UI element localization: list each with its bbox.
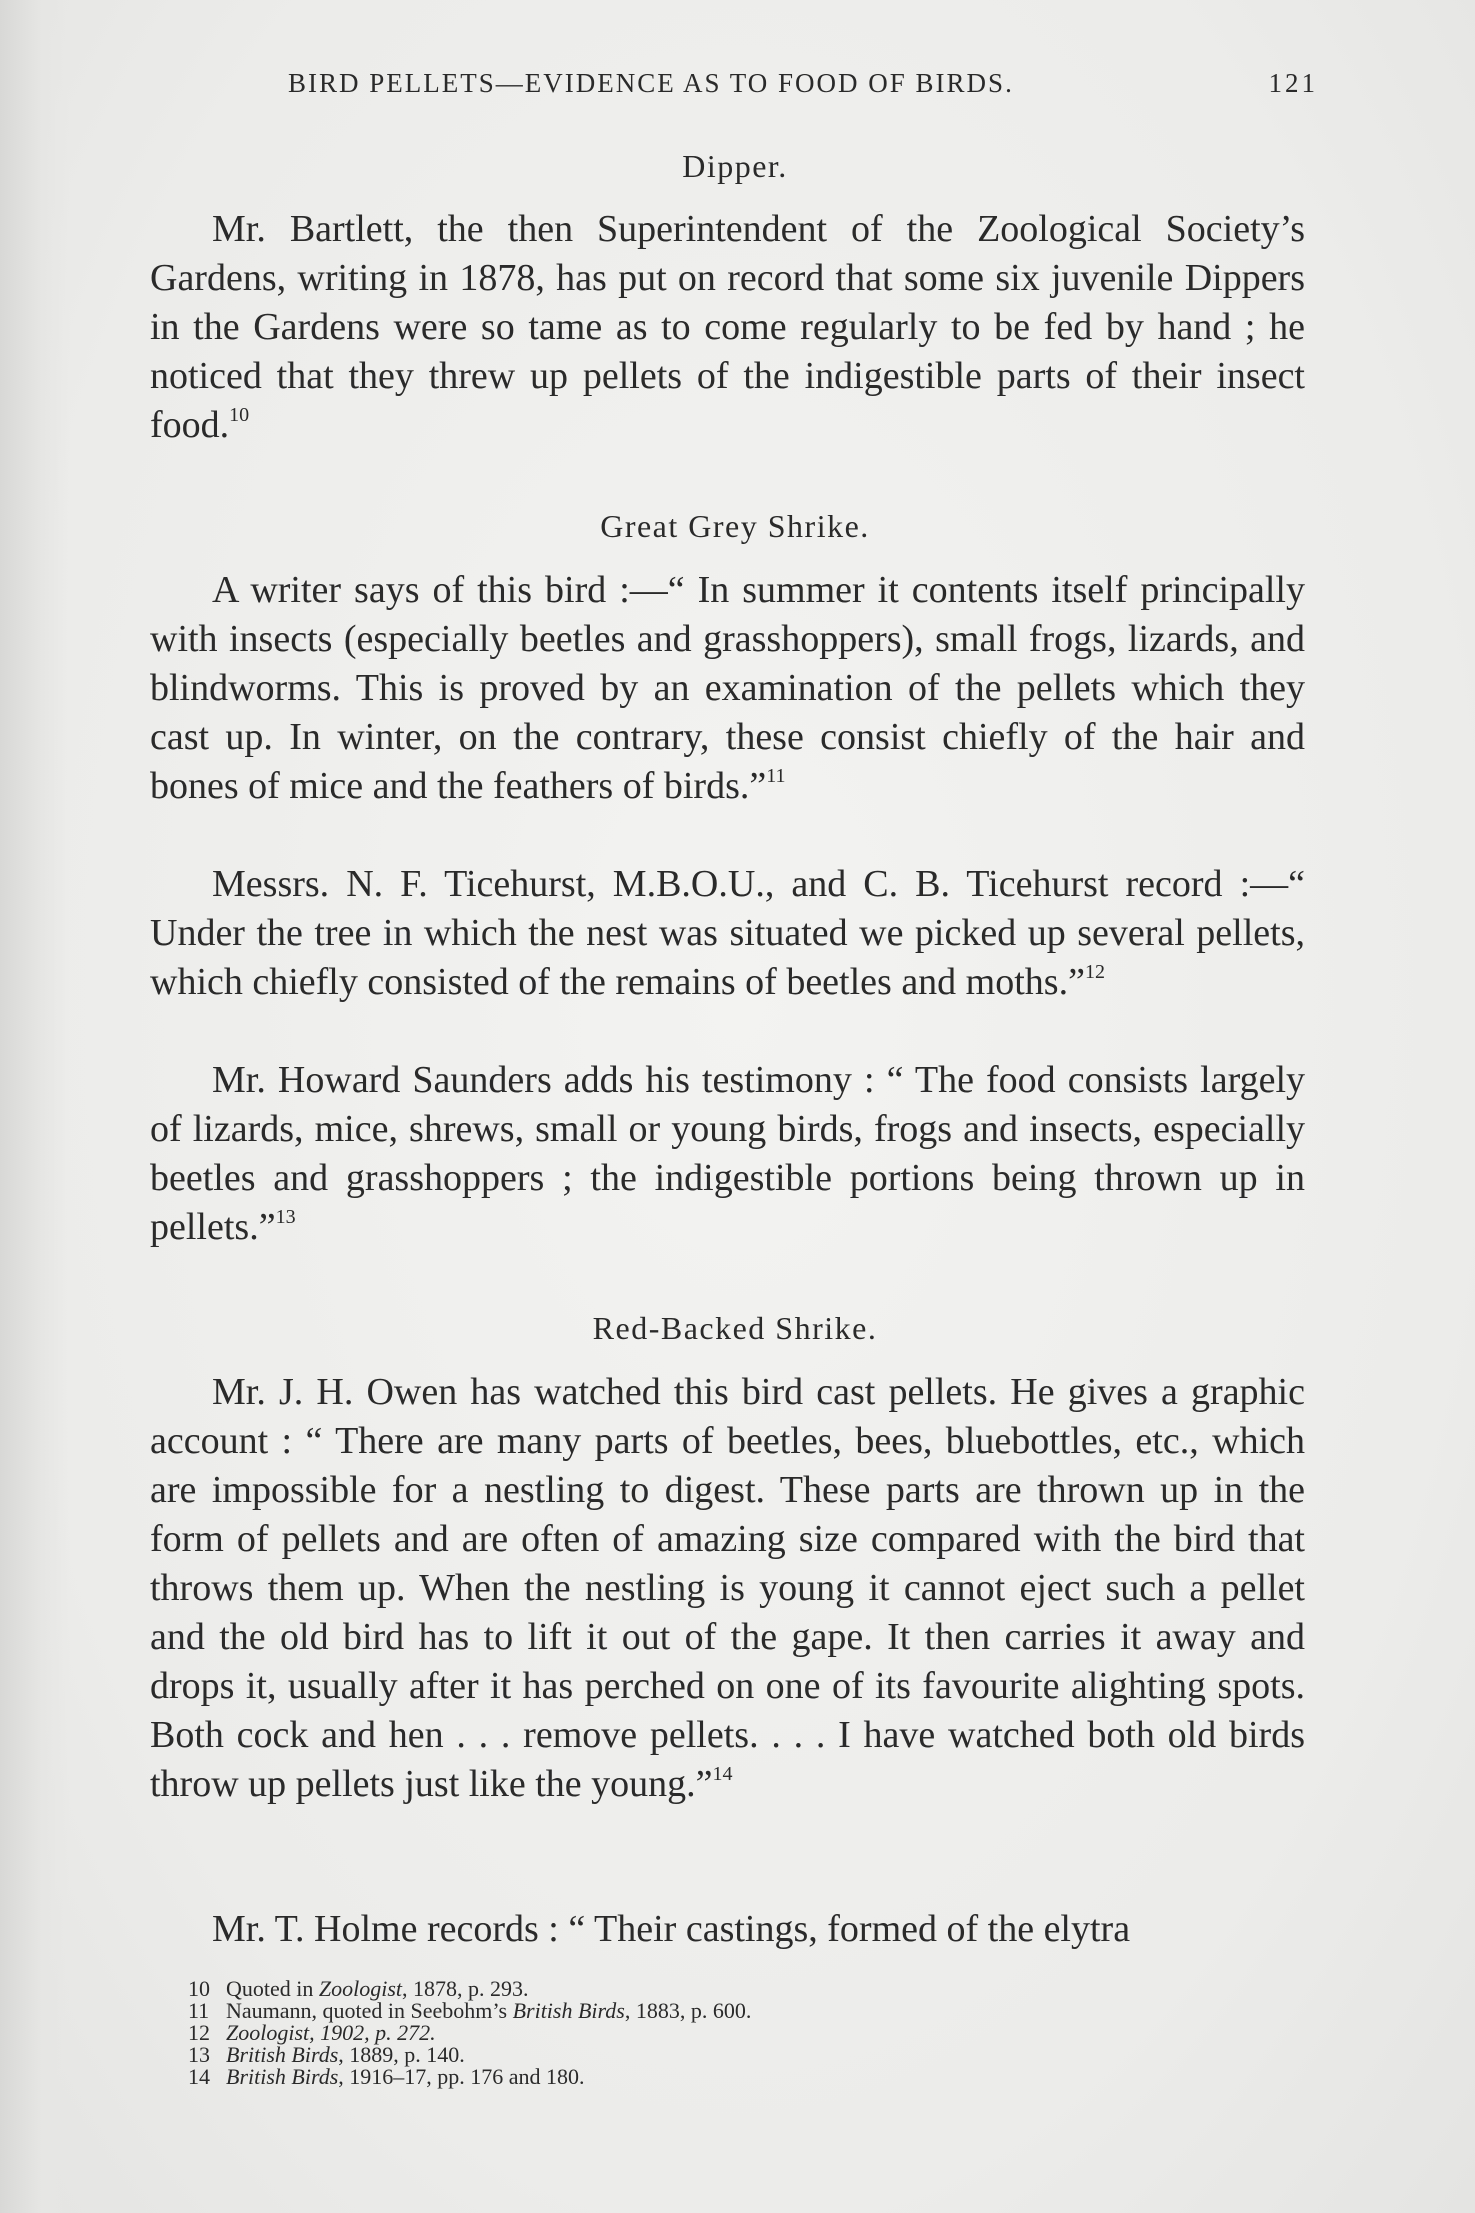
footnote xyxy=(188,1978,1188,2000)
section-title-great-grey-shrike: Great Grey Shrike. xyxy=(600,508,870,544)
paragraph-red-backed-shrike-1 xyxy=(150,1368,1305,1809)
paragraph-great-grey-shrike-3 xyxy=(150,1056,1305,1252)
paragraph-text: Mr. Howard Saunders adds his testimony : “ The food consists largely of lizards, mice, shrews, small or young birds, frogs and insects, especially beetles and grasshoppers ; the indigestible portions being thrown up in pellets.” xyxy=(150,1059,1305,1248)
footnote-ref: 10 xyxy=(229,404,250,426)
section-title-dipper: Dipper. xyxy=(682,148,788,184)
paragraph-text: Mr. J. H. Owen has watched this bird cast pellets. He gives a graphic account : “ There are many parts of beetles, bees, bluebottles, etc., which are impossible for a nestling to digest. These parts are thrown up in the form of pellets and are often of amazing size compared with the bird that throws them up. When the nestling is young it cannot eject such a pellet and the old bird has to lift it out of the gape. It then carries it away and drops it, usually after it has perched on one of its favourite alighting spots. Both cock and hen . . . remove pellets. . . . I have watched both old birds throw up pellets just like the young.” xyxy=(150,1371,1305,1805)
page-gutter-shadow xyxy=(0,0,70,2213)
footnote-number: 10 xyxy=(188,1976,210,2001)
paragraph-text: A writer says of this bird :—“ In summer it contents itself principally with insects (especially beetles and grasshoppers), small frogs, lizards, and blindworms. This is proved by an examination of the pellets which they cast up. In winter, on the contrary, these consist chiefly of the hair and bones of mice and the feathers of birds.” xyxy=(150,569,1305,807)
footnote xyxy=(188,2000,1188,2022)
footnotes xyxy=(188,1978,1188,2088)
footnote-text: Naumann, quoted in Seebohm’s xyxy=(226,1998,513,2023)
footnote-text: , 1916–17, pp. 176 and 180. xyxy=(338,2064,585,2089)
footnote xyxy=(188,2022,1188,2044)
footnote-text: , 1889, p. 140. xyxy=(338,2042,465,2067)
running-head xyxy=(288,68,1318,99)
footnote-number: 12 xyxy=(188,2020,210,2045)
paragraph-great-grey-shrike-1 xyxy=(150,566,1305,811)
paragraph-great-grey-shrike-2 xyxy=(150,860,1305,1007)
paragraph-red-backed-shrike-2 xyxy=(150,1905,1305,1954)
paragraph-text: Mr. T. Holme records : “ Their castings, formed of the elytra xyxy=(212,1908,1131,1950)
paragraph-dipper-1 xyxy=(150,205,1305,450)
footnote-ref: 12 xyxy=(1084,961,1105,983)
footnote-text: , 1883, p. 600. xyxy=(624,1998,752,2023)
footnote-text: , 1878, p. 293. xyxy=(402,1976,529,2001)
running-title: BIRD PELLETS—EVIDENCE AS TO FOOD OF BIRDS. xyxy=(288,68,1014,98)
footnote-text: Quoted in xyxy=(226,1976,319,2001)
footnote xyxy=(188,2044,1188,2066)
page-number: 121 xyxy=(1268,68,1318,98)
footnote-ref: 13 xyxy=(275,1206,296,1228)
footnote-ref: 11 xyxy=(766,765,786,787)
paragraph-text: Mr. Bartlett, the then Superintendent of the Zoological Society’s Gardens, writing in 1878, has put on record that some six juvenile Dippers in the Gardens were so tame as to come regularly to be fed by hand ; he noticed that they threw up pellets of the indigestible parts of their insect food. xyxy=(150,208,1305,446)
footnote-number: 13 xyxy=(188,2042,210,2067)
footnote-text: , 1902, p. 272. xyxy=(309,2020,436,2045)
footnote xyxy=(188,2066,1188,2088)
footnote-work: British Birds xyxy=(226,2064,339,2089)
footnote-work: British Birds xyxy=(512,1998,625,2023)
paragraph-text: Messrs. N. F. Ticehurst, M.B.O.U., and C. B. Ticehurst record :—“ Under the tree in which the nest was situated we picked up several pellets, which chiefly consisted of the remains of beetles and moths.” xyxy=(150,863,1305,1003)
footnote-number: 14 xyxy=(188,2064,210,2089)
section-title-red-backed-shrike: Red-Backed Shrike. xyxy=(592,1310,878,1346)
footnote-number: 11 xyxy=(188,1998,210,2023)
footnote-work: Zoologist xyxy=(318,1976,403,2001)
footnote-ref: 14 xyxy=(712,1763,733,1785)
footnote-work: British Birds xyxy=(226,2042,339,2067)
footnote-work: Zoologist xyxy=(226,2020,310,2045)
